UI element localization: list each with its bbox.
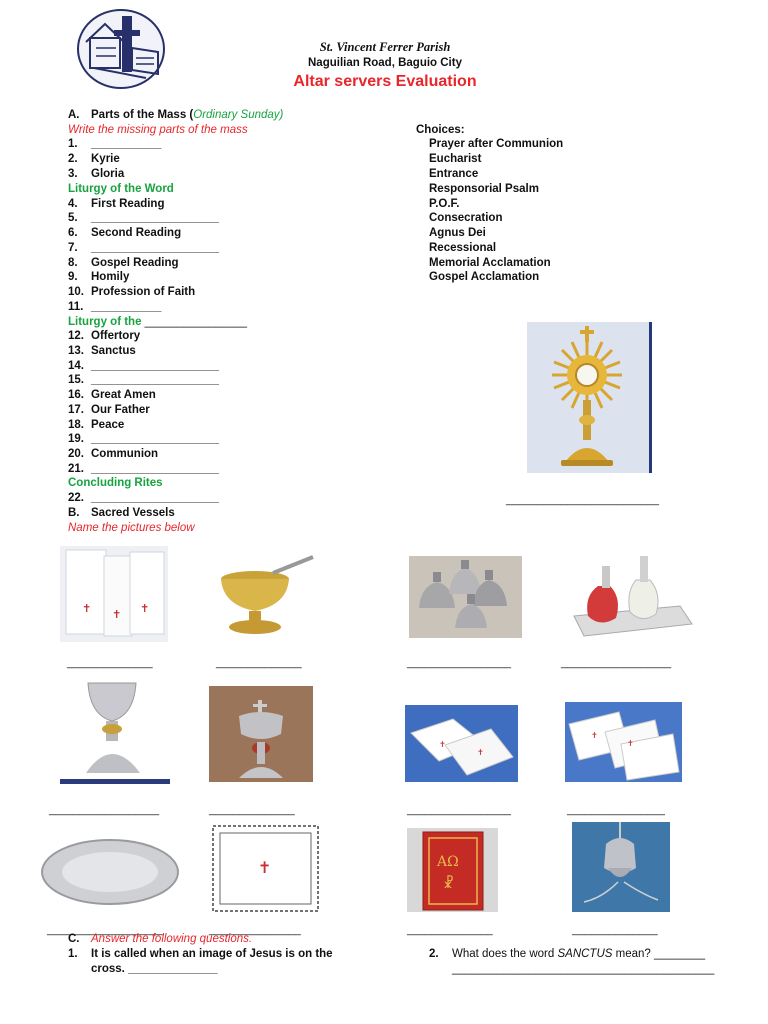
item-text: ___________ [91, 301, 162, 313]
item-number: 11. [68, 301, 84, 313]
altar-bells-image [409, 556, 522, 638]
picture-answer-blank: ______________ [67, 657, 153, 669]
choice-item: Recessional [429, 242, 497, 254]
section-a-heading-text: Parts of the Mass ( [91, 109, 194, 121]
item-text: Great Amen [91, 389, 156, 401]
item-text: ____________________ [91, 212, 219, 224]
question-2-line1 [452, 947, 705, 961]
item-text: Kyrie [91, 153, 120, 165]
liturgy-of-the-heading [68, 315, 247, 329]
question-1-number: 1. [68, 948, 78, 960]
parish-name: St. Vincent Ferrer Parish [319, 40, 451, 54]
choice-item: Entrance [429, 168, 479, 180]
choice-item: Responsorial Psalm [429, 183, 539, 195]
picture-answer-blank: ______________ [572, 924, 658, 936]
item-text: First Reading [91, 198, 165, 210]
item-text: ____________________ [91, 360, 219, 372]
choice-item: Consecration [429, 212, 503, 224]
item-text: Second Reading [91, 227, 182, 239]
chalice-image [60, 677, 170, 784]
item-text: Offertory [91, 330, 141, 342]
item-number: 15. [68, 374, 84, 386]
section-a-instruction: Write the missing parts of the mass [68, 124, 248, 136]
item-number: 18. [68, 419, 84, 431]
question-2-line2: _________________________________________ [452, 963, 715, 975]
ciborium-image [209, 686, 313, 782]
item-number: 5. [68, 212, 78, 224]
svg-text:✝: ✝ [258, 858, 272, 877]
section-b-instruction: Name the pictures below [68, 522, 195, 534]
picture-answer-blank: ________________ [567, 804, 665, 816]
parish-logo [76, 8, 166, 90]
lectionary-image [407, 828, 498, 912]
item-number: 22. [68, 492, 84, 504]
item-number: 7. [68, 242, 78, 254]
picture-answer-blank: ______________ [407, 924, 493, 936]
svg-text:✝: ✝ [140, 602, 150, 615]
picture-answer-blank: ______________ [216, 657, 302, 669]
question-2-word: SANCTUS [557, 948, 613, 960]
question-1-line1: It is called when an image of Jesus is on the [91, 948, 333, 960]
item-number: 3. [68, 168, 78, 180]
svg-text:✝: ✝ [82, 602, 92, 615]
svg-text:✝: ✝ [627, 739, 634, 748]
item-number: 16. [68, 389, 84, 401]
item-number: 10. [68, 286, 84, 298]
item-text: ____________________ [91, 374, 219, 386]
section-b-heading: Sacred Vessels [91, 507, 175, 519]
choices-label: Choices: [416, 124, 465, 136]
cruets-image [570, 546, 694, 643]
liturgy-blank: ________________ [144, 316, 248, 328]
item-text: ____________________ [91, 433, 219, 445]
item-text: Peace [91, 419, 125, 431]
liturgy-of-the-label: Liturgy of the [68, 316, 145, 328]
monstrance-answer-blank: _________________________ [506, 494, 659, 506]
item-number: 4. [68, 198, 78, 210]
item-number: 9. [68, 271, 78, 283]
item-number: 17. [68, 404, 84, 416]
choice-item: Eucharist [429, 153, 482, 165]
choice-item: Agnus Dei [429, 227, 486, 239]
item-text: Gospel Reading [91, 257, 179, 269]
item-number: 6. [68, 227, 78, 239]
item-number: 8. [68, 257, 78, 269]
monstrance-image [527, 322, 652, 473]
choice-item: Prayer after Communion [429, 138, 564, 150]
svg-text:✝: ✝ [439, 740, 446, 749]
question-2-pre: What does the word [452, 948, 558, 960]
paten-image [40, 836, 181, 909]
section-a-label: A. [68, 109, 80, 121]
question-2-number: 2. [429, 948, 439, 960]
item-number: 21. [68, 463, 84, 475]
item-number: 1. [68, 138, 78, 150]
choice-item: Memorial Acclamation [429, 257, 551, 269]
item-text: Communion [91, 448, 159, 460]
purificators-image [60, 546, 168, 642]
section-c-label: C. [68, 933, 80, 945]
item-text: ____________________ [91, 492, 219, 504]
item-text: Gloria [91, 168, 125, 180]
choice-item: Gospel Acclamation [429, 271, 540, 283]
item-number: 14. [68, 360, 84, 372]
concluding-rites-heading: Concluding Rites [68, 477, 163, 489]
picture-answer-blank: __________________ [49, 804, 160, 816]
section-a-heading [91, 108, 283, 122]
liturgy-of-the-word-heading: Liturgy of the Word [68, 183, 174, 195]
choice-item: P.O.F. [429, 198, 460, 210]
ablution-cup-image [213, 553, 319, 642]
picture-answer-blank: _________________ [407, 657, 512, 669]
item-number: 13. [68, 345, 84, 357]
svg-text:☧: ☧ [443, 876, 454, 892]
question-2-post: mean? ________ [612, 948, 706, 960]
svg-text:ΑΩ: ΑΩ [437, 854, 459, 870]
item-text: ____________________ [91, 463, 219, 475]
picture-answer-blank: ___________________ [47, 924, 164, 936]
section-c-heading: Answer the following questions. [91, 933, 253, 945]
section-a-heading-note: Ordinary Sunday) [193, 109, 284, 121]
parish-address: Naguilian Road, Baguio City [308, 57, 462, 69]
svg-text:✝: ✝ [477, 748, 484, 757]
item-text: ____________________ [91, 242, 219, 254]
page-title: Altar servers Evaluation [293, 73, 477, 90]
item-number: 2. [68, 153, 78, 165]
picture-answer-blank: _______________ [209, 924, 301, 936]
section-b-label: B. [68, 507, 80, 519]
picture-answer-blank: ______________ [209, 804, 295, 816]
item-text: Homily [91, 271, 130, 283]
picture-answer-blank: __________________ [561, 657, 672, 669]
item-number: 19. [68, 433, 84, 445]
item-number: 20. [68, 448, 84, 460]
item-text: Our Father [91, 404, 150, 416]
svg-text:✝: ✝ [591, 731, 598, 740]
item-number: 12. [68, 330, 84, 342]
item-text: ___________ [91, 138, 162, 150]
pall-drawing-image [208, 821, 323, 916]
thurible-image [572, 822, 670, 912]
corporals-image [405, 705, 518, 782]
picture-answer-blank: _________________ [407, 804, 512, 816]
svg-text:✝: ✝ [112, 608, 122, 621]
item-text: Sanctus [91, 345, 136, 357]
item-text: Profession of Faith [91, 286, 196, 298]
palls-image [565, 702, 682, 782]
question-1-line2: cross. ______________ [91, 963, 218, 975]
